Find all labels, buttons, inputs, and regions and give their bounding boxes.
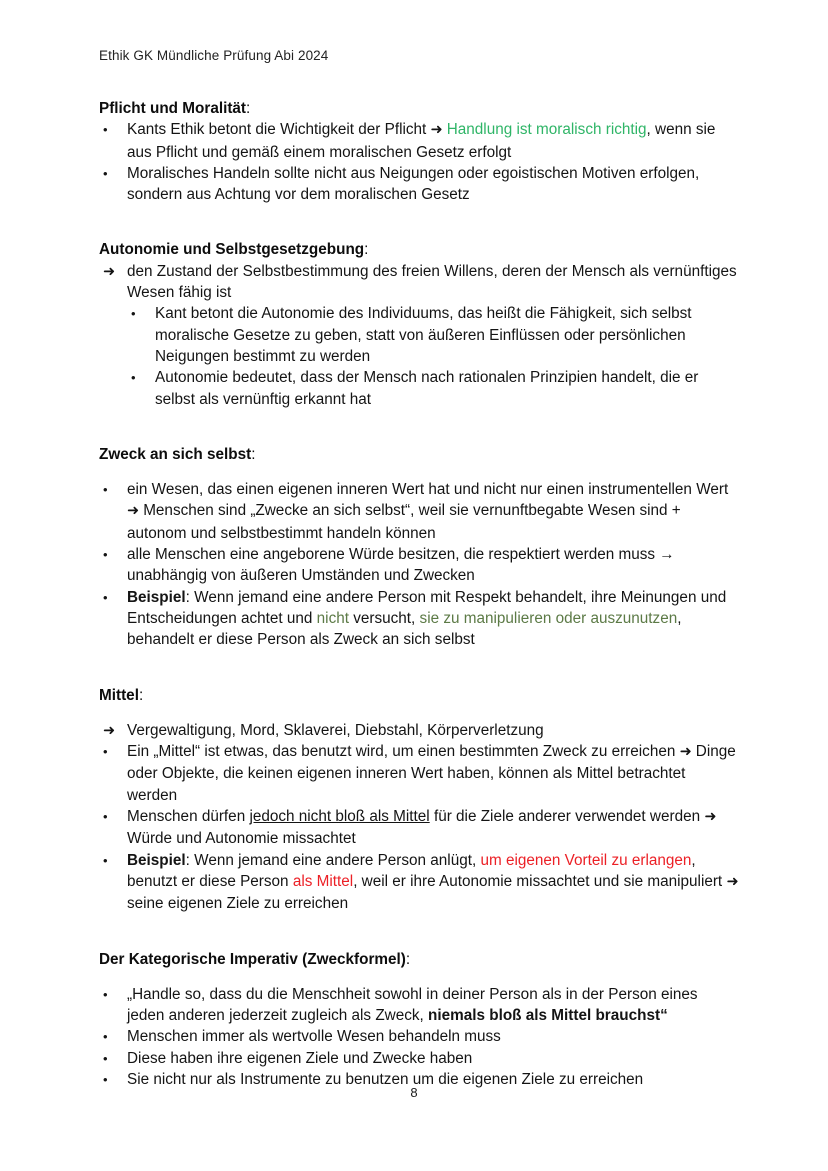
list-item-text <box>127 481 728 542</box>
list-item <box>103 587 739 651</box>
section-heading-mittel <box>99 685 739 706</box>
section-heading-text: Zweck an sich selbst <box>99 445 252 463</box>
highlight-green: Handlung ist moralisch richtig <box>446 121 647 139</box>
section-heading-text: Mittel <box>99 686 139 704</box>
list-item-text <box>127 743 736 804</box>
list-item-text <box>127 852 739 913</box>
heading-spacer <box>99 970 739 984</box>
list-item-text <box>127 986 698 1024</box>
emphasis-underline: jedoch nicht bloß als Mittel <box>249 808 430 826</box>
text-run: Dinge oder Objekte, die keinen eigenen inneren Wert haben, können als Mittel betrachtet werden <box>127 743 736 804</box>
bullet-list-level-1 <box>99 261 739 304</box>
list-item-text <box>155 369 698 407</box>
text-run: Menschen dürfen <box>127 808 250 826</box>
dot-bullet-icon <box>103 741 123 762</box>
text-run: Ein „Mittel“ ist etwas, das benutzt wird, um einen bestimmten Zweck zu erreichen <box>127 743 680 761</box>
text-run: den Zustand der Selbstbestimmung des freien Willens, deren der Mensch als vernünftiges Wesen fähig ist <box>127 262 737 302</box>
arrow-icon: ➜ <box>430 122 447 139</box>
section-heading-text: Pflicht und Moralität <box>99 100 247 117</box>
list-item <box>103 544 739 587</box>
text-run: Kant betont die Autonomie des Individuums, das heißt die Fähigkeit, sich selbst moralische Gesetze zu geben, statt von äußeren Einflüssen oder persönlichen Neigungen bestimmt zu werden <box>155 305 692 365</box>
arrow-icon: ➜ <box>127 503 144 520</box>
section-heading-zweck-an-sich-selbst <box>99 444 739 465</box>
running-header: Ethik GK Mündliche Prüfung Abi 2024 <box>99 48 329 63</box>
dot-bullet-icon <box>103 984 123 1005</box>
list-item <box>103 1048 739 1069</box>
text-run: Menschen immer als wertvolle Wesen behandeln muss <box>127 1028 501 1046</box>
dot-bullet-icon <box>103 587 123 608</box>
section-heading-text: Autonomie und Selbstgesetzgebung <box>99 241 365 259</box>
text-run: unabhängig von äußeren Umständen und Zwecken <box>127 567 475 585</box>
list-item-text <box>127 722 544 739</box>
list-item-text <box>127 546 675 584</box>
list-item <box>103 163 739 206</box>
list-item-text <box>127 1028 501 1045</box>
section-spacer <box>99 410 739 444</box>
dot-bullet-icon <box>131 303 151 324</box>
highlight-red: als Mittel <box>292 872 354 890</box>
list-item <box>103 850 739 915</box>
text-run: Diese haben ihre eigenen Ziele und Zwecke haben <box>127 1049 473 1067</box>
dot-bullet-icon <box>103 479 123 500</box>
list-item <box>103 119 739 163</box>
dot-bullet-icon <box>103 544 123 565</box>
section-heading-kategorischer-imperativ <box>99 949 739 970</box>
text-run: : Wenn jemand eine andere Person mit Respekt behandelt, ihre Meinungen und Entscheidungen achtet und <box>127 588 727 627</box>
section-heading-colon: : <box>405 950 411 968</box>
text-run: Moralisches Handeln sollte nicht aus Neigungen oder egoistischen Motiven erfolgen, sondern aus Achtung vor dem moralischen Gesetz <box>127 164 700 204</box>
text-run: , weil er ihre Autonomie missachtet und sie manipuliert <box>353 872 727 890</box>
list-item-text <box>127 589 726 649</box>
text-run: alle Menschen eine angeborene Würde besitzen, die respektiert werden muss <box>127 546 660 564</box>
section-spacer <box>99 205 739 239</box>
bullet-list-level-1 <box>99 720 739 915</box>
list-item <box>103 741 739 806</box>
text-run: Autonomie bedeutet, dass der Mensch nach rationalen Prinzipien handelt, die er selbst als vernünftig erkannt hat <box>155 369 699 408</box>
list-item-text <box>127 165 699 203</box>
text-run: Kants Ethik betont die Wichtigkeit der Pflicht <box>127 121 431 139</box>
emphasis-bold: Beispiel <box>127 851 186 869</box>
list-item <box>131 303 739 367</box>
text-run: Würde und Autonomie missachtet <box>127 830 356 848</box>
dot-bullet-icon <box>103 163 123 184</box>
list-item <box>103 1026 739 1047</box>
text-run: „Handle so, dass du die Menschheit sowohl in deiner Person als in der Person eines jeden anderen jederzeit zugleich als Zweck, <box>127 985 698 1025</box>
list-item <box>103 479 739 544</box>
heading-spacer <box>99 706 739 720</box>
section-heading-colon: : <box>364 241 369 259</box>
dot-bullet-icon <box>103 119 123 140</box>
text-run: Sie nicht nur als Instrumente zu benutzen um die eigenen Ziele zu erreichen <box>127 1070 644 1088</box>
list-item <box>103 984 739 1027</box>
highlight-green: sie zu manipulieren oder auszunutzen <box>419 609 678 627</box>
text-run: Vergewaltigung, Mord, Sklaverei, Diebstahl, Körperverletzung <box>127 721 544 739</box>
arrow-icon: → <box>659 546 675 564</box>
heading-spacer <box>99 465 739 479</box>
highlight-red: um eigenen Vorteil zu erlangen <box>480 851 692 869</box>
list-item-text <box>127 1050 472 1067</box>
section-heading-autonomie-und-selbstgesetzgebung <box>99 239 739 260</box>
list-item <box>103 806 739 850</box>
arrow-bullet-icon <box>103 720 123 742</box>
bullet-list-level-1 <box>99 984 739 1090</box>
dot-bullet-icon <box>131 367 151 388</box>
page-number: 8 <box>410 1085 418 1100</box>
highlight-green: nicht <box>316 609 349 627</box>
text-run: , wenn sie aus Pflicht und gemäß einem moralischen Gesetz erfolgt <box>127 121 716 161</box>
section-heading-colon: : <box>246 100 251 117</box>
dot-bullet-icon <box>103 1048 123 1069</box>
text-run: , benutzt er diese Person <box>127 851 696 890</box>
list-item <box>103 720 739 741</box>
dot-bullet-icon <box>103 806 123 827</box>
text-run: seine eigenen Ziele zu erreichen <box>127 895 349 913</box>
list-item-text <box>155 305 692 365</box>
arrow-icon: ➜ <box>679 744 696 761</box>
emphasis-bold: niemals bloß als Mittel brauchst“ <box>428 1007 668 1025</box>
arrow-icon: ➜ <box>726 873 739 890</box>
section-spacer <box>99 651 739 685</box>
section-heading-colon: : <box>138 686 144 704</box>
list-item-text <box>127 808 717 847</box>
section-spacer <box>99 915 739 949</box>
text-run: , behandelt er diese Person als Zweck an sich selbst <box>127 609 682 649</box>
bullet-list-level-2 <box>99 303 739 409</box>
section-heading-colon: : <box>251 445 256 463</box>
dot-bullet-icon <box>103 850 123 871</box>
section-heading-text: Der Kategorische Imperativ (Zweckformel) <box>99 950 406 968</box>
list-item-text <box>127 121 715 160</box>
bullet-list-level-1 <box>99 479 739 650</box>
emphasis-bold: Beispiel <box>127 588 186 606</box>
section-heading-pflicht-und-moralitaet <box>99 98 739 119</box>
text-run: : Wenn jemand eine andere Person anlügt, <box>185 851 481 869</box>
dot-bullet-icon <box>103 1026 123 1047</box>
bullet-list-level-1 <box>99 119 739 205</box>
document-body <box>99 98 739 1090</box>
text-run: für die Ziele anderer verwendet werden <box>429 808 705 826</box>
text-run: ein Wesen, das einen eigenen inneren Wert hat und nicht nur einen instrumentellen Wert <box>127 481 729 499</box>
list-item <box>131 367 739 410</box>
text-run: Menschen sind „Zwecke an sich selbst“, weil sie vernunftbegabte Wesen sind + autonom und selbstbestimmt handeln können <box>127 502 681 542</box>
list-item <box>103 261 739 304</box>
arrow-icon: ➜ <box>704 809 717 826</box>
text-run: versucht, <box>348 609 420 627</box>
list-item-text <box>127 263 737 301</box>
arrow-bullet-icon <box>103 261 123 283</box>
